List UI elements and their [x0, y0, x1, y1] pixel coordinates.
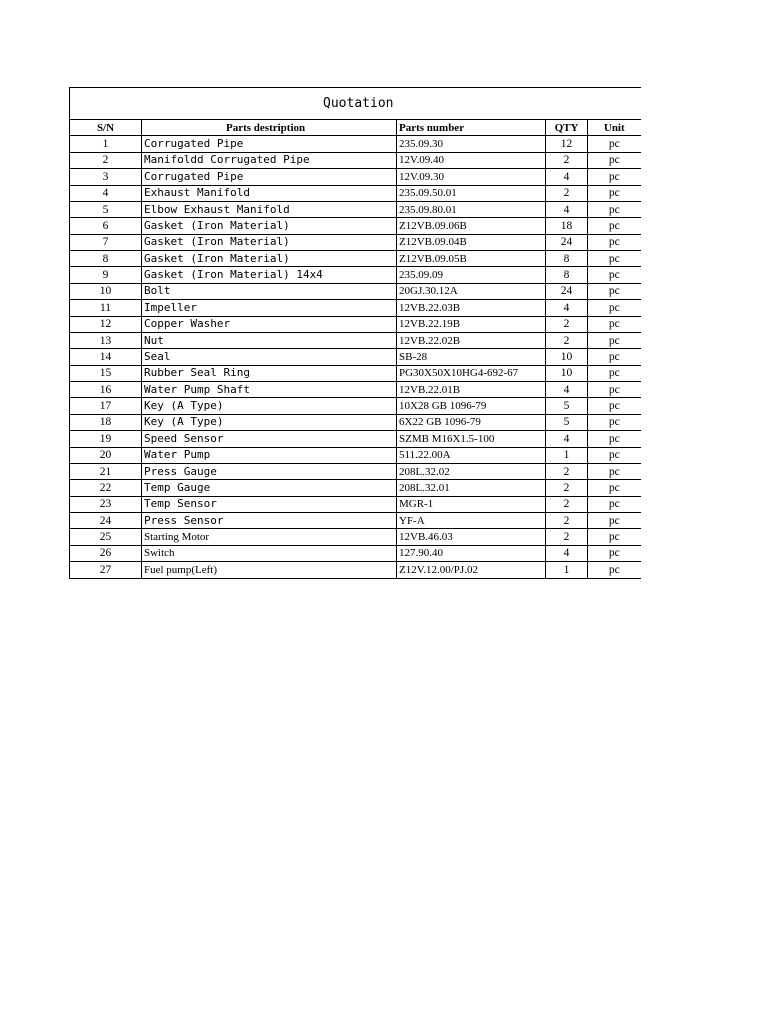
cell-unit: pc [588, 349, 641, 365]
cell-sn: 18 [70, 414, 142, 430]
cell-part-number: 235.09.50.01 [397, 185, 546, 201]
cell-description: Speed Sensor [142, 431, 397, 447]
cell-description: Press Gauge [142, 463, 397, 479]
cell-sn: 15 [70, 365, 142, 381]
cell-qty: 24 [546, 234, 588, 250]
quotation-title: Quotation [323, 96, 394, 111]
cell-qty: 2 [546, 185, 588, 201]
table-row [70, 300, 641, 316]
table-row [70, 218, 641, 234]
cell-part-number: 235.09.80.01 [397, 201, 546, 217]
cell-part-number: PG30X50X10HG4-692-67 [397, 365, 546, 381]
cell-qty: 10 [546, 349, 588, 365]
cell-sn: 9 [70, 267, 142, 283]
cell-sn: 23 [70, 496, 142, 512]
cell-unit: pc [588, 414, 641, 430]
cell-part-number: 12V.09.40 [397, 152, 546, 168]
cell-unit: pc [588, 496, 641, 512]
cell-description: Copper Washer [142, 316, 397, 332]
cell-sn: 7 [70, 234, 142, 250]
cell-description: Switch [142, 545, 397, 561]
cell-part-number: 208L.32.01 [397, 480, 546, 496]
cell-sn: 8 [70, 251, 142, 267]
table-row [70, 398, 641, 414]
cell-unit: pc [588, 136, 641, 152]
cell-sn: 17 [70, 398, 142, 414]
cell-unit: pc [588, 283, 641, 299]
table-row [70, 529, 641, 545]
cell-part-number: 12VB.22.03B [397, 300, 546, 316]
table-row [70, 201, 641, 217]
cell-sn: 13 [70, 332, 142, 348]
header-sn: S/N [70, 120, 142, 136]
cell-unit: pc [588, 185, 641, 201]
cell-part-number: 12V.09.30 [397, 169, 546, 185]
table-row [70, 283, 641, 299]
cell-part-number: YF-A [397, 513, 546, 529]
cell-unit: pc [588, 447, 641, 463]
cell-part-number: 235.09.30 [397, 136, 546, 152]
cell-qty: 1 [546, 562, 588, 578]
cell-qty: 2 [546, 513, 588, 529]
cell-sn: 27 [70, 562, 142, 578]
cell-part-number: 20GJ.30.12A [397, 283, 546, 299]
quotation-table [69, 87, 641, 579]
cell-unit: pc [588, 251, 641, 267]
cell-part-number: SB-28 [397, 349, 546, 365]
cell-unit: pc [588, 332, 641, 348]
quotation-title-cell [70, 88, 641, 120]
header-row [70, 120, 641, 136]
cell-description: Press Sensor [142, 513, 397, 529]
table-row [70, 185, 641, 201]
cell-sn: 2 [70, 152, 142, 168]
cell-description: Manifoldd Corrugated Pipe [142, 152, 397, 168]
cell-description: Rubber Seal Ring [142, 365, 397, 381]
cell-qty: 2 [546, 332, 588, 348]
table-row [70, 267, 641, 283]
cell-qty: 8 [546, 251, 588, 267]
table-row [70, 234, 641, 250]
table-row [70, 365, 641, 381]
cell-part-number: 12VB.46.03 [397, 529, 546, 545]
table-row [70, 349, 641, 365]
cell-qty: 4 [546, 431, 588, 447]
cell-qty: 10 [546, 365, 588, 381]
cell-qty: 4 [546, 300, 588, 316]
cell-unit: pc [588, 234, 641, 250]
cell-qty: 5 [546, 414, 588, 430]
cell-description: Corrugated Pipe [142, 136, 397, 152]
cell-sn: 24 [70, 513, 142, 529]
cell-part-number: 12VB.22.01B [397, 382, 546, 398]
cell-unit: pc [588, 169, 641, 185]
cell-part-number: 6X22 GB 1096-79 [397, 414, 546, 430]
cell-unit: pc [588, 431, 641, 447]
cell-unit: pc [588, 463, 641, 479]
cell-part-number: 511.22.00A [397, 447, 546, 463]
cell-qty: 2 [546, 480, 588, 496]
header-description: Parts destription [142, 120, 397, 136]
table-row [70, 251, 641, 267]
cell-part-number: Z12VB.09.05B [397, 251, 546, 267]
cell-unit: pc [588, 218, 641, 234]
table-row [70, 332, 641, 348]
cell-unit: pc [588, 545, 641, 561]
cell-sn: 6 [70, 218, 142, 234]
table-row [70, 447, 641, 463]
table-row [70, 545, 641, 561]
header-part-number: Parts number [397, 120, 546, 136]
cell-unit: pc [588, 365, 641, 381]
cell-sn: 19 [70, 431, 142, 447]
table-row [70, 382, 641, 398]
cell-description: Fuel pump(Left) [142, 562, 397, 578]
cell-part-number: 127.90.40 [397, 545, 546, 561]
cell-sn: 11 [70, 300, 142, 316]
cell-sn: 16 [70, 382, 142, 398]
cell-sn: 22 [70, 480, 142, 496]
cell-sn: 25 [70, 529, 142, 545]
cell-part-number: 235.09.09 [397, 267, 546, 283]
cell-description: Temp Gauge [142, 480, 397, 496]
cell-unit: pc [588, 152, 641, 168]
cell-qty: 8 [546, 267, 588, 283]
cell-part-number: Z12V.12.00/PJ.02 [397, 562, 546, 578]
cell-sn: 12 [70, 316, 142, 332]
cell-unit: pc [588, 562, 641, 578]
cell-sn: 26 [70, 545, 142, 561]
header-unit: Unit [588, 120, 641, 136]
cell-description: Gasket (Iron Material) 14x4 [142, 267, 397, 283]
cell-description: Temp Sensor [142, 496, 397, 512]
cell-unit: pc [588, 316, 641, 332]
title-row [70, 88, 641, 120]
cell-part-number: Z12VB.09.06B [397, 218, 546, 234]
cell-unit: pc [588, 382, 641, 398]
cell-description: Bolt [142, 283, 397, 299]
cell-description: Gasket (Iron Material) [142, 251, 397, 267]
cell-qty: 4 [546, 201, 588, 217]
cell-unit: pc [588, 300, 641, 316]
cell-description: Key (A Type) [142, 398, 397, 414]
cell-qty: 4 [546, 169, 588, 185]
quotation-sheet [69, 87, 640, 579]
cell-sn: 14 [70, 349, 142, 365]
header-qty: QTY [546, 120, 588, 136]
cell-description: Exhaust Manifold [142, 185, 397, 201]
cell-description: Elbow Exhaust Manifold [142, 201, 397, 217]
cell-part-number: MGR-1 [397, 496, 546, 512]
cell-unit: pc [588, 513, 641, 529]
table-row [70, 152, 641, 168]
cell-qty: 12 [546, 136, 588, 152]
cell-qty: 18 [546, 218, 588, 234]
cell-description: Starting Motor [142, 529, 397, 545]
cell-description: Water Pump [142, 447, 397, 463]
table-row [70, 463, 641, 479]
cell-sn: 1 [70, 136, 142, 152]
table-row [70, 169, 641, 185]
cell-description: Key (A Type) [142, 414, 397, 430]
cell-description: Nut [142, 332, 397, 348]
cell-qty: 2 [546, 496, 588, 512]
cell-part-number: 12VB.22.19B [397, 316, 546, 332]
table-row [70, 480, 641, 496]
cell-qty: 2 [546, 152, 588, 168]
cell-qty: 2 [546, 463, 588, 479]
cell-unit: pc [588, 398, 641, 414]
cell-description: Gasket (Iron Material) [142, 218, 397, 234]
cell-qty: 4 [546, 545, 588, 561]
cell-qty: 2 [546, 316, 588, 332]
table-row [70, 513, 641, 529]
cell-qty: 24 [546, 283, 588, 299]
table-row [70, 431, 641, 447]
cell-unit: pc [588, 529, 641, 545]
cell-unit: pc [588, 201, 641, 217]
table-row [70, 414, 641, 430]
cell-part-number: Z12VB.09.04B [397, 234, 546, 250]
cell-part-number: SZMB M16X1.5-100 [397, 431, 546, 447]
table-row [70, 316, 641, 332]
cell-description: Corrugated Pipe [142, 169, 397, 185]
cell-description: Water Pump Shaft [142, 382, 397, 398]
cell-sn: 5 [70, 201, 142, 217]
cell-description: Impeller [142, 300, 397, 316]
cell-qty: 4 [546, 382, 588, 398]
cell-unit: pc [588, 480, 641, 496]
cell-sn: 20 [70, 447, 142, 463]
cell-part-number: 208L.32.02 [397, 463, 546, 479]
cell-qty: 5 [546, 398, 588, 414]
cell-sn: 4 [70, 185, 142, 201]
cell-description: Gasket (Iron Material) [142, 234, 397, 250]
cell-part-number: 10X28 GB 1096-79 [397, 398, 546, 414]
cell-unit: pc [588, 267, 641, 283]
table-row [70, 562, 641, 578]
table-row [70, 496, 641, 512]
cell-qty: 2 [546, 529, 588, 545]
cell-description: Seal [142, 349, 397, 365]
table-row [70, 136, 641, 152]
cell-sn: 10 [70, 283, 142, 299]
cell-qty: 1 [546, 447, 588, 463]
cell-part-number: 12VB.22.02B [397, 332, 546, 348]
cell-sn: 3 [70, 169, 142, 185]
cell-sn: 21 [70, 463, 142, 479]
